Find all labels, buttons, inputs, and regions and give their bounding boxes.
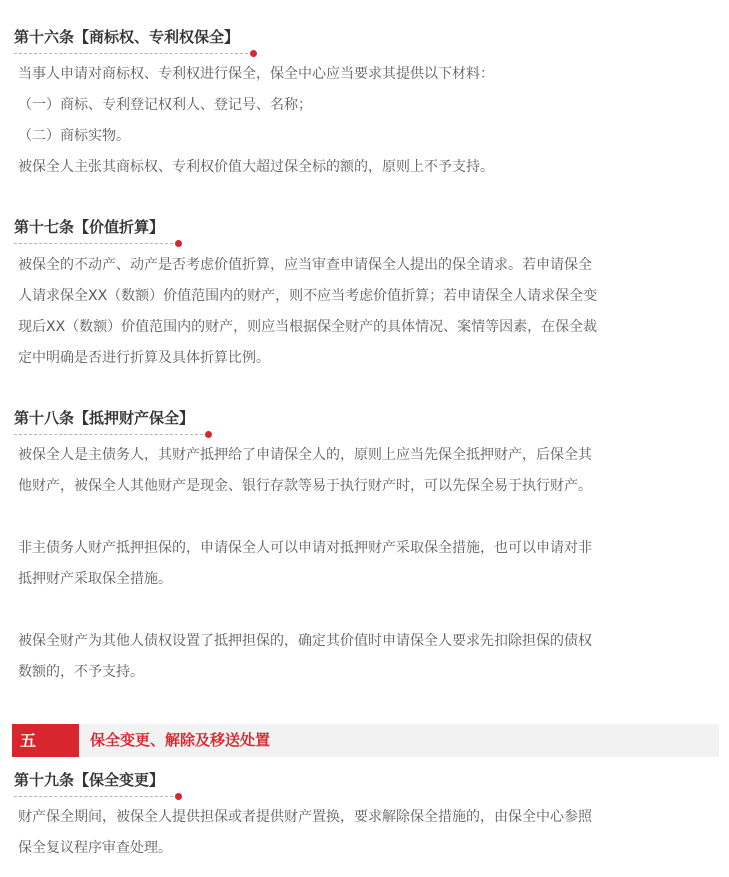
paragraph: [18, 250, 597, 374]
article-title: 第十六条【商标权、专利权保全】: [14, 28, 240, 46]
text-line: 现后XX（数额）价值范围内的财产，则应当根据保全财产的具体情况、案情等因素，在保全裁: [18, 319, 598, 335]
paragraph: [18, 802, 592, 864]
article-title: 第十九条【保全变更】: [14, 771, 165, 789]
article-heading: [14, 769, 178, 797]
heading-marker-dot: [250, 50, 257, 57]
paragraph: [18, 59, 494, 183]
heading-marker-dot: [205, 431, 212, 438]
text-line: 人请求保全XX（数额）价值范围内的财产，则不应当考虑价值折算；若申请保全人请求保全变: [18, 288, 598, 304]
article-heading: [14, 407, 208, 435]
text-line: （一）商标、专利登记权利人、登记号、名称；: [18, 97, 312, 113]
text-line: 被保全人主张其商标权、专利权价值大超过保全标的额的，原则上不予支持。: [18, 159, 494, 175]
text-line: 当事人申请对商标权、专利权进行保全，保全中心应当要求其提供以下材料：: [18, 66, 494, 82]
paragraph: [18, 440, 592, 502]
article-heading: [14, 26, 253, 54]
text-line: 抵押财产采取保全措施。: [18, 571, 172, 587]
paragraph: [18, 626, 592, 688]
section-number: 五: [12, 724, 79, 757]
text-line: 定中明确是否进行折算及具体折算比例。: [18, 350, 270, 366]
article-heading: [14, 216, 178, 244]
text-line: （二）商标实物。: [18, 128, 130, 144]
section-title: 保全变更、解除及移送处置: [90, 731, 271, 749]
text-line: 财产保全期间，被保全人提供担保或者提供财产置换，要求解除保全措施的，由保全中心参照: [18, 809, 592, 825]
article-title: 第十八条【抵押财产保全】: [14, 409, 195, 427]
heading-marker-dot: [175, 240, 182, 247]
text-line: 非主债务人财产抵押担保的，申请保全人可以申请对抵押财产采取保全措施，也可以申请对非: [18, 540, 592, 556]
text-line: 被保全财产为其他人债权设置了抵押担保的，确定其价值时申请保全人要求先扣除担保的债权: [18, 633, 592, 649]
text-line: 他财产，被保全人其他财产是现金、银行存款等易于执行财产时，可以先保全易于执行财产。: [18, 478, 592, 494]
paragraph: [18, 533, 592, 595]
article-title: 第十七条【价值折算】: [14, 218, 165, 236]
section-banner: [12, 724, 719, 757]
text-line: 保全复议程序审查处理。: [18, 840, 172, 856]
heading-marker-dot: [175, 793, 182, 800]
text-line: 被保全的不动产、动产是否考虑价值折算，应当审查申请保全人提出的保全请求。若申请保全: [18, 257, 592, 273]
text-line: 数额的，不予支持。: [18, 664, 144, 680]
text-line: 被保全人是主债务人，其财产抵押给了申请保全人的，原则上应当先保全抵押财产，后保全其: [18, 447, 592, 463]
